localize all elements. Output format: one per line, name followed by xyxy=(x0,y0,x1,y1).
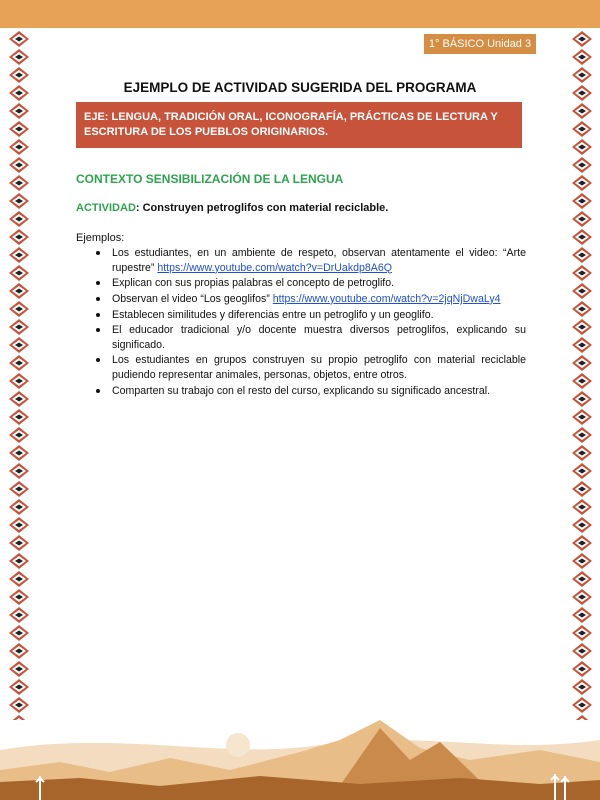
video-link[interactable]: https://www.youtube.com/watch?v=2jqNjDwaLy4 xyxy=(272,292,501,305)
bullet-text: Establecen similitudes y diferencias entre un petroglifo y un geoglifo. xyxy=(112,308,434,321)
footer-landscape-illustration xyxy=(0,690,600,800)
list-item xyxy=(96,292,526,307)
section-heading: CONTEXTO SENSIBILIZACIÓN DE LA LENGUA xyxy=(76,172,344,186)
top-band xyxy=(0,0,600,28)
bullet-icon xyxy=(96,297,100,301)
bullet-icon xyxy=(96,281,100,285)
bullet-icon xyxy=(96,313,100,317)
right-border-pattern xyxy=(571,30,593,720)
activity-text: : Construyen petroglifos con material reciclable. xyxy=(135,202,389,214)
left-border-pattern xyxy=(8,30,30,720)
bullet-text: Explican con sus propias palabras el concepto de petroglifo. xyxy=(112,277,395,290)
bullet-icon xyxy=(96,358,100,362)
bullet-text: Los estudiantes en grupos construyen su propio petroglifo con material reciclable pudiendo representar animales, personas, objetos, entre otros. xyxy=(112,354,526,381)
examples-label: Ejemplos: xyxy=(76,232,125,244)
bullet-text: Observan el video “Los geoglifos” xyxy=(112,292,273,305)
document-title: EJEMPLO DE ACTIVIDAD SUGERIDA DEL PROGRAMA xyxy=(123,80,477,95)
examples-list xyxy=(96,246,526,399)
list-item xyxy=(96,384,526,399)
list-item xyxy=(96,308,526,323)
activity-label: ACTIVIDAD xyxy=(76,202,136,214)
bullet-icon xyxy=(96,328,100,332)
video-link[interactable]: https://www.youtube.com/watch?v=DrUakdp8A6Q xyxy=(157,261,392,274)
bullet-text: Comparten su trabajo con el resto del curso, explicando su significado ancestral. xyxy=(112,384,491,397)
bullet-text: El educador tradicional y/o docente muestra diversos petroglifos, explicando su significado. xyxy=(112,324,526,351)
axis-banner: EJE: LENGUA, TRADICIÓN ORAL, ICONOGRAFÍA, PRÁCTICAS DE LECTURA Y ESCRITURA DE LOS PUEBLOS ORIGINARIOS. xyxy=(76,102,522,148)
list-item xyxy=(96,323,526,352)
activity-line xyxy=(76,202,388,214)
list-item xyxy=(96,353,526,382)
bullet-text: Los estudiantes, en un ambiente de respeto, observan atentamente el video: “Arte rupestre” xyxy=(112,247,526,274)
list-item xyxy=(96,276,526,291)
bullet-icon xyxy=(96,389,100,393)
bullet-icon xyxy=(96,251,100,255)
unit-badge: 1° BÁSICO Unidad 3 xyxy=(424,34,536,54)
list-item xyxy=(96,246,526,275)
